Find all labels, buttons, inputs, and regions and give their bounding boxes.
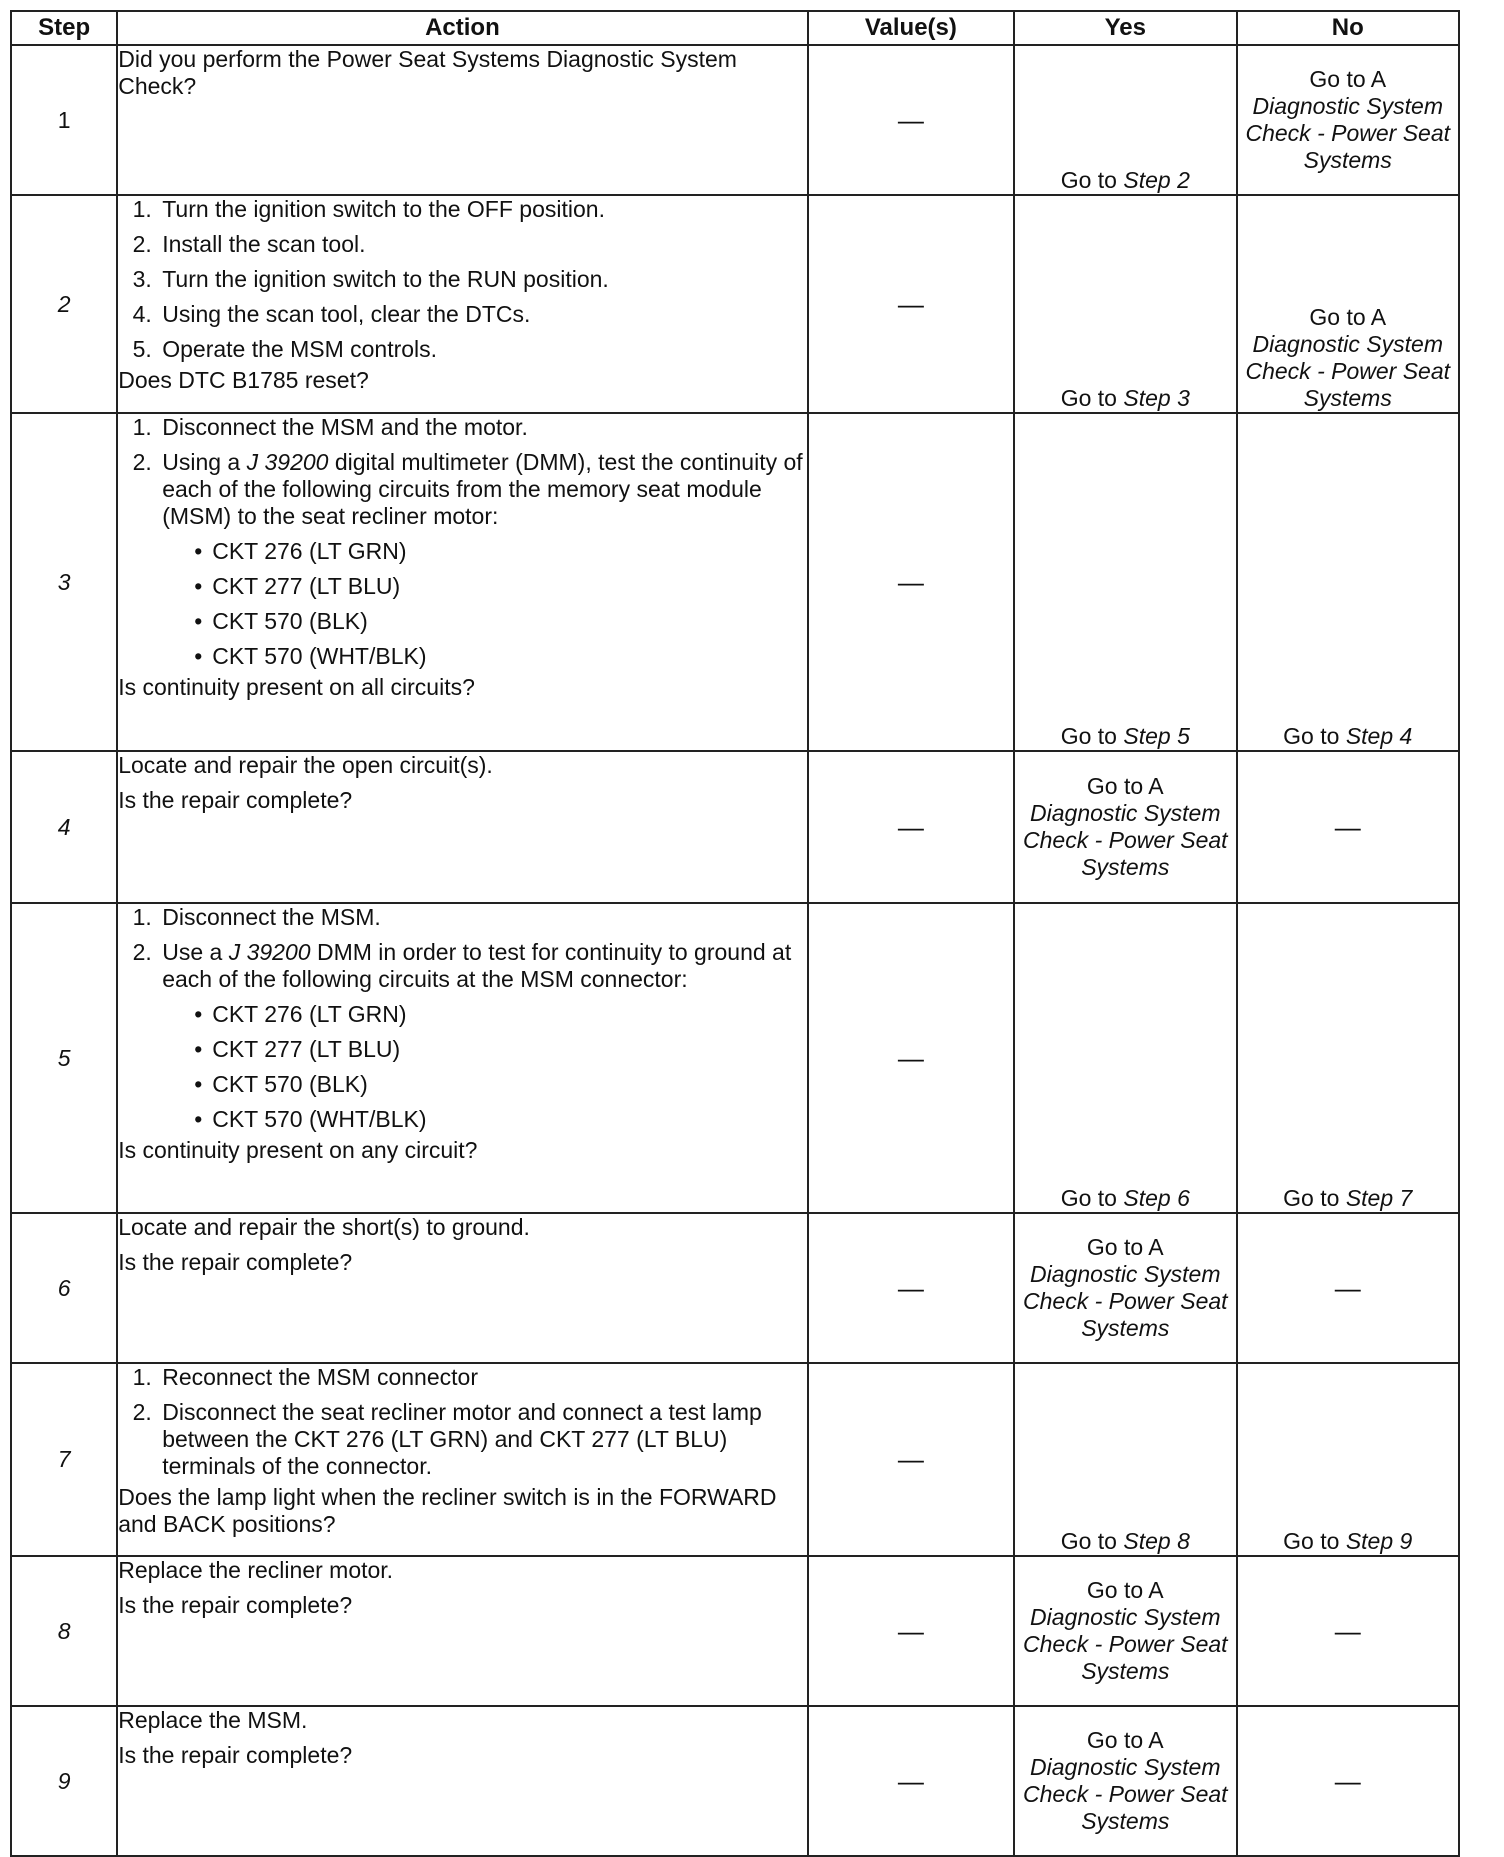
question-text: Does the lamp light when the recliner switch is in the FORWARD and BACK positions? [118,1484,777,1537]
step-number: 7 [11,1363,117,1556]
goto-step-link[interactable]: Step 7 [1345,1185,1413,1211]
goto-label: Go to A [1086,1234,1164,1260]
circuit-item: • CKT 277 (LT BLU) [190,573,806,600]
goto-label: Go to [1060,167,1117,193]
goto-label: Go to [1060,1185,1117,1211]
tool-reference: J 39200 [228,939,311,965]
list-item: 2. Install the scan tool. [158,231,806,258]
value-cell: — [808,45,1014,195]
header-row [11,11,1459,45]
goto-step-link[interactable]: Step 9 [1345,1528,1413,1554]
list-item: 5. Operate the MSM controls. [158,336,806,363]
diagnostic-check-link[interactable]: Diagnostic System Check - Power Seat Systems [1023,800,1228,880]
header-values: Value(s) [808,11,1014,45]
goto-label: Go to A [1086,1577,1164,1603]
table-row [11,45,1459,195]
action-cell [117,1556,807,1706]
step-number: 9 [11,1706,117,1856]
question-text: Is continuity present on any circuit? [118,1137,478,1163]
action-cell [117,1213,807,1363]
step-number: 1 [11,45,117,195]
yes-cell [1014,195,1236,413]
step-number: 8 [11,1556,117,1706]
value-cell: — [808,195,1014,413]
action-cell [117,1363,807,1556]
table-row [11,751,1459,903]
diagnostic-check-link[interactable]: Diagnostic System Check - Power Seat Systems [1245,93,1451,173]
goto-label: Go to [1060,385,1117,411]
no-cell: — [1237,1556,1459,1706]
goto-label: Go to A [1086,1727,1164,1753]
step-number: 5 [11,903,117,1213]
list-item: 3. Turn the ignition switch to the RUN position. [158,266,806,293]
no-cell [1237,45,1459,195]
no-cell [1237,1363,1459,1556]
tool-reference: J 39200 [246,449,329,475]
circuit-item: • CKT 276 (LT GRN) [190,538,806,565]
question-text: Is continuity present on all circuits? [118,674,475,700]
list-item-text: Using a [162,449,247,475]
goto-label: Go to [1283,723,1340,749]
circuit-item: • CKT 570 (WHT/BLK) [190,643,806,670]
yes-cell [1014,1213,1236,1363]
circuit-list [162,538,806,670]
procedure-list [118,196,806,363]
value-cell: — [808,751,1014,903]
action-text: Locate and repair the open circuit(s). [118,752,493,778]
goto-step-link[interactable]: Step 5 [1123,723,1190,749]
goto-label: Go to [1283,1185,1340,1211]
list-item: 1. Reconnect the MSM connector [158,1364,806,1391]
value-cell: — [808,1706,1014,1856]
table-row [11,413,1459,751]
goto-step-link[interactable]: Step 6 [1123,1185,1190,1211]
yes-cell [1014,1363,1236,1556]
header-yes: Yes [1014,11,1236,45]
header-no: No [1237,11,1459,45]
step-number: 2 [11,195,117,413]
table-row [11,1706,1459,1856]
action-text: Replace the MSM. [118,1707,308,1733]
action-cell [117,413,807,751]
yes-cell [1014,45,1236,195]
header-step: Step [11,11,117,45]
goto-label: Go to [1060,723,1117,749]
step-number: 3 [11,413,117,751]
diagnostic-table [10,10,1460,1857]
value-cell: — [808,903,1014,1213]
list-item-text: DMM in order to test for continuity to ground at each of the following circuits at the MSM connector: [162,939,792,992]
list-item: 2. Disconnect the seat recliner motor and connect a test lamp between the CKT 276 (LT GRN) and CKT 277 (LT BLU) terminals of the connector. [158,1399,806,1480]
procedure-list [118,1364,806,1480]
circuit-list [162,1001,806,1133]
diagnostic-check-link[interactable]: Diagnostic System Check - Power Seat Systems [1023,1754,1228,1834]
action-cell [117,751,807,903]
no-cell: — [1237,751,1459,903]
procedure-list [118,414,806,670]
action-cell [117,903,807,1213]
list-item: 1. Disconnect the MSM and the motor. [158,414,806,441]
goto-step-link[interactable]: Step 3 [1123,385,1190,411]
table-row [11,1213,1459,1363]
value-cell: — [808,1213,1014,1363]
yes-cell [1014,1706,1236,1856]
goto-label: Go to A [1309,66,1387,92]
step-number: 6 [11,1213,117,1363]
diagnostic-check-link[interactable]: Diagnostic System Check - Power Seat Systems [1023,1261,1228,1341]
action-cell [117,1706,807,1856]
circuit-item: • CKT 276 (LT GRN) [190,1001,806,1028]
step-number: 4 [11,751,117,903]
action-text: Replace the recliner motor. [118,1557,394,1583]
question-text: Is the repair complete? [118,1742,353,1768]
circuit-item: • CKT 277 (LT BLU) [190,1036,806,1063]
question-text: Is the repair complete? [118,1249,353,1275]
action-cell [117,45,807,195]
table-row [11,903,1459,1213]
action-text: Locate and repair the short(s) to ground. [118,1214,530,1240]
header-action: Action [117,11,807,45]
diagnostic-check-link[interactable]: Diagnostic System Check - Power Seat Systems [1245,331,1451,411]
procedure-list [118,904,806,1133]
list-item [158,939,806,1133]
table-row [11,1556,1459,1706]
no-cell [1237,195,1459,413]
no-cell [1237,903,1459,1213]
no-cell: — [1237,1706,1459,1856]
yes-cell [1014,1556,1236,1706]
question-text: Is the repair complete? [118,787,353,813]
table-row [11,1363,1459,1556]
diagnostic-check-link[interactable]: Diagnostic System Check - Power Seat Systems [1023,1604,1228,1684]
yes-cell [1014,413,1236,751]
list-item: 4. Using the scan tool, clear the DTCs. [158,301,806,328]
yes-cell [1014,903,1236,1213]
value-cell: — [808,1556,1014,1706]
goto-step-link[interactable]: Step 2 [1123,167,1190,193]
value-cell: — [808,1363,1014,1556]
list-item [158,449,806,670]
circuit-item: • CKT 570 (BLK) [190,608,806,635]
question-text: Does DTC B1785 reset? [118,367,369,393]
circuit-item: • CKT 570 (WHT/BLK) [190,1106,806,1133]
question-text: Is the repair complete? [118,1592,353,1618]
circuit-item: • CKT 570 (BLK) [190,1071,806,1098]
list-item: 1. Disconnect the MSM. [158,904,806,931]
no-cell: — [1237,1213,1459,1363]
yes-cell [1014,751,1236,903]
list-item: 1. Turn the ignition switch to the OFF position. [158,196,806,223]
goto-label: Go to [1283,1528,1340,1554]
goto-label: Go to [1060,1528,1117,1554]
goto-label: Go to A [1309,304,1387,330]
table-row [11,195,1459,413]
list-item-text: Use a [162,939,229,965]
value-cell: — [808,413,1014,751]
action-text: Did you perform the Power Seat Systems Diagnostic System Check? [118,46,737,99]
goto-step-link[interactable]: Step 4 [1345,723,1413,749]
goto-label: Go to A [1086,773,1164,799]
no-cell [1237,413,1459,751]
list-item-text: digital multimeter (DMM), test the continuity of each of the following circuits from the memory seat module (MSM) to the seat recliner motor: [162,449,803,529]
action-cell [117,195,807,413]
goto-step-link[interactable]: Step 8 [1123,1528,1190,1554]
